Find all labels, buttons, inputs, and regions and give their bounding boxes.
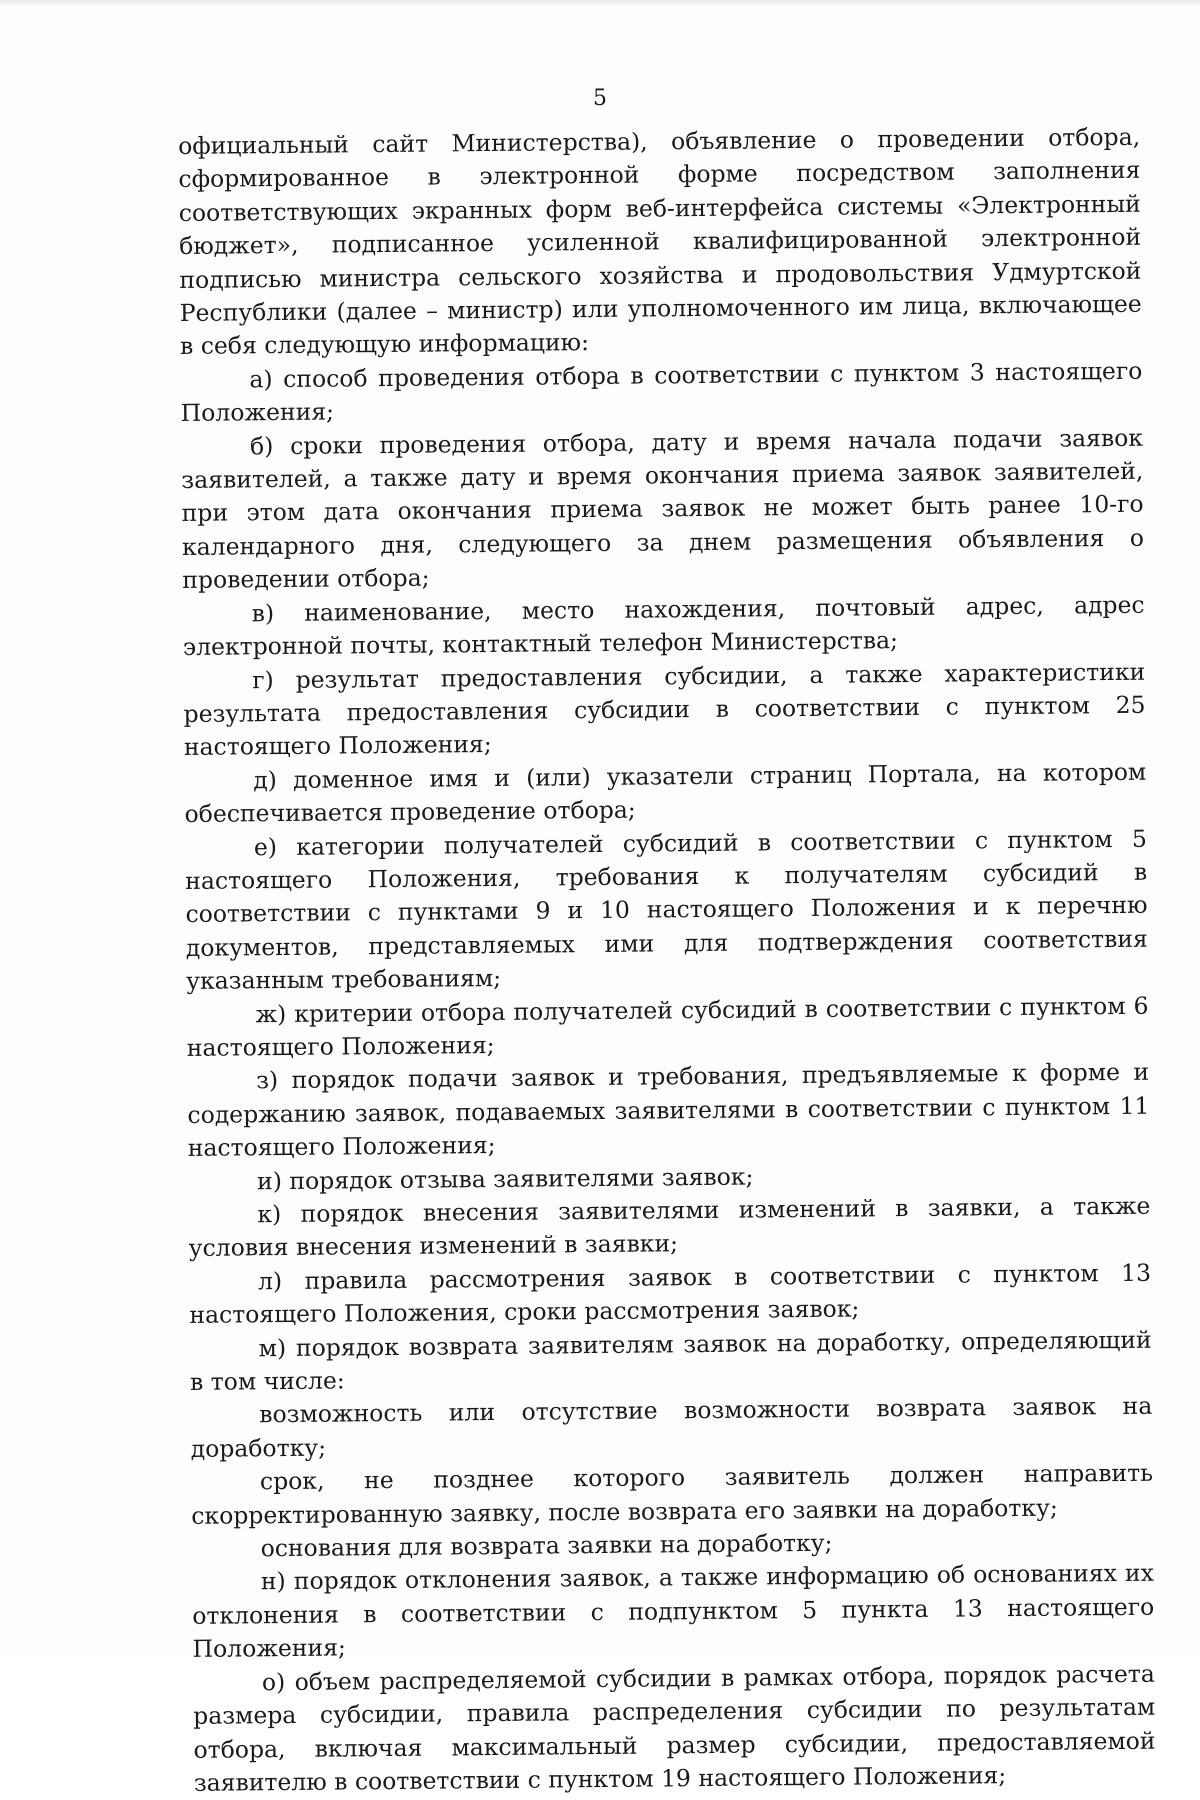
paragraph-item-v: в) наименование, место нахождения, почтовый адрес, адрес электронной почты, контактный телефон Министерства; (182, 590, 1145, 662)
paragraph-item-d: д) доменное имя и (или) указатели страниц Портала, на котором обеспечивается проведение отбора; (184, 757, 1147, 829)
paragraph-item-zh: ж) критерии отбора получателей субсидий в соответствии с пунктом 6 настоящего Положения; (186, 991, 1149, 1062)
scan-edge-shadow (0, 0, 1200, 6)
paragraph-item-m-sub-2: срок, не позднее которого заявитель должен направить скорректированную заявку, после возврата его заявки на доработку; (191, 1458, 1154, 1530)
paragraph-item-o: о) объем распределяемой субсидии в рамках отбора, порядок расчета размера субсидии, правила распределения субсидии по результатам отбора, включая максимальный размер субсидии, предоставляемой заявителю в соответствии с пунктом 19 настоящего Положения; (193, 1659, 1156, 1797)
paragraph-item-m: м) порядок возврата заявителям заявок на доработку, определяющий в том числе: (189, 1325, 1152, 1396)
paragraph-item-g: г) результат предоставления субсидии, а также характеристики результата предоставления субсидии в соответствии с пунктом 25 настоящего Положения; (183, 657, 1146, 762)
paragraph-item-e: е) категории получателей субсидий в соответствии с пунктом 5 настоящего Положения, требования к получателям субсидий в соответствии с пунктами 9 и 10 настоящего Положения и к перечню документов, представляемых ими для подтверждения соответствия указанным требованиям; (185, 824, 1148, 996)
paragraph-item-k: к) порядок внесения заявителями изменений в заявки, а также условия внесения изменений в заявки; (188, 1191, 1151, 1263)
paragraph-item-l: л) правила рассмотрения заявок в соответствии с пунктом 13 настоящего Положения, сроки рассмотрения заявок; (189, 1258, 1152, 1330)
paragraph-item-n: н) порядок отклонения заявок, а также информацию об основаниях их отклонения в соответствии с подпунктом 5 пункта 13 настоящего Положения; (192, 1559, 1155, 1664)
paragraph-item-b: б) сроки проведения отбора, дату и время начала подачи заявок заявителей, а также дату и время окончания приема заявок заявителей, при этом дата окончания приема заявок не может быть ранее 10-го календарного дня, следующего за днем размещения объявления о проведении отбора; (181, 423, 1145, 595)
paragraph-intro: официальный сайт Министерства), объявление о проведении отбора, сформированное в электронной форме посредством заполнения соответствующих экранных форм веб-интерфейса системы «Электронный бюджет», подписанное усиленной квалифицированной электронной подписью министра сельского хозяйства и продовольствия Удмуртской Республики (далее – министр) или уполномоченного им лица, включающее в себя следующую информацию: (178, 122, 1142, 361)
paragraph-item-a: а) способ проведения отбора в соответствии с пунктом 3 настоящего Положения; (180, 356, 1143, 428)
document-body (178, 121, 1156, 1800)
paragraph-item-i: и) порядок отзыва заявителями заявок; (256, 1162, 754, 1195)
paragraph-item-m-sub-1: возможность или отсутствие возможности возврата заявок на доработку; (190, 1392, 1153, 1463)
page-number: 5 (593, 86, 607, 111)
paragraph-item-m-sub-3: основания для возврата заявки на доработку; (260, 1528, 833, 1563)
paragraph-item-z: з) порядок подачи заявок и требования, предъявляемые к форме и содержанию заявок, подаваемых заявителями в соответствии с пунктом 11 настоящего Положения; (187, 1058, 1150, 1163)
